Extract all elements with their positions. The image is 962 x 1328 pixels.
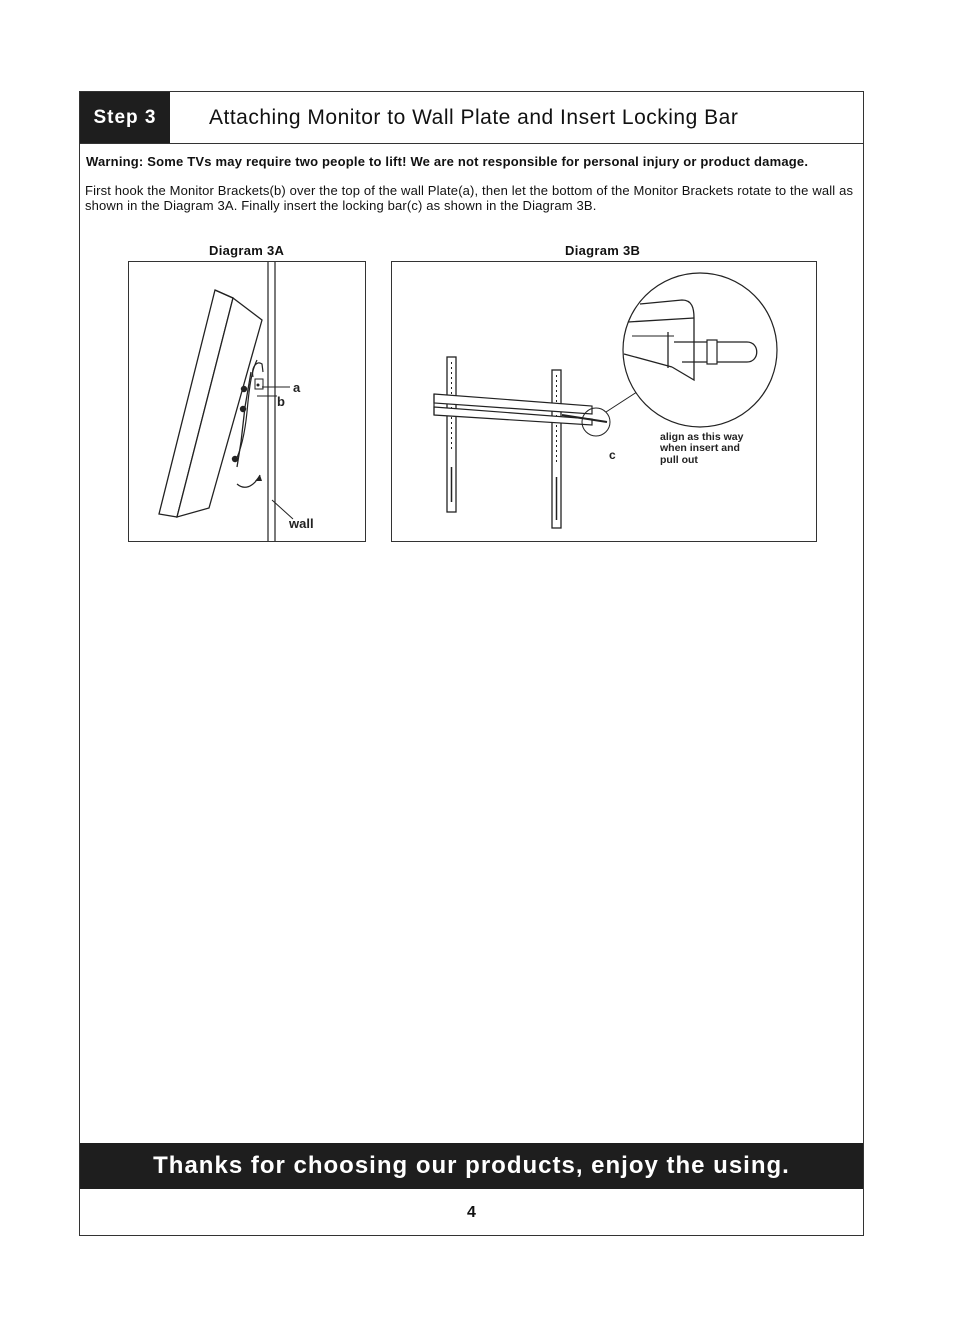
warning-message: : Some TVs may require two people to lift! We are not responsible for personal injury or product damage. [138,154,809,169]
note-line-2: when insert and [660,442,740,454]
label-b: b [277,394,285,409]
diagram-3a [128,261,366,542]
page-frame [79,91,864,1236]
warning-text [86,154,808,169]
diagram-3b [391,261,817,542]
thanks-banner: Thanks for choosing our products, enjoy the using. [80,1143,863,1189]
note-line-1: align as this way [660,431,744,443]
label-wall: wall [289,516,314,531]
label-a: a [293,380,301,395]
label-c: c [609,448,616,462]
diagram-3a-illustration [129,262,365,541]
diagram-3b-illustration [392,262,816,541]
instructions-text: First hook the Monitor Brackets(b) over the top of the wall Plate(a), then let the bottom of the Monitor Brackets rotate to the wall as shown in the Diagram 3A. Finally insert the locking bar(c) as shown in the Diagram 3B. [85,183,854,213]
note-line-3: pull out [660,454,698,466]
diagram-3a-title: Diagram 3A [209,243,285,258]
step-title: Attaching Monitor to Wall Plate and Insert Locking Bar [209,106,739,129]
step-header [80,92,863,144]
diagram-3b-title: Diagram 3B [565,243,641,258]
warning-label: Warning [86,154,139,169]
step-badge: Step 3 [80,92,170,143]
page-number: 4 [467,1204,476,1221]
